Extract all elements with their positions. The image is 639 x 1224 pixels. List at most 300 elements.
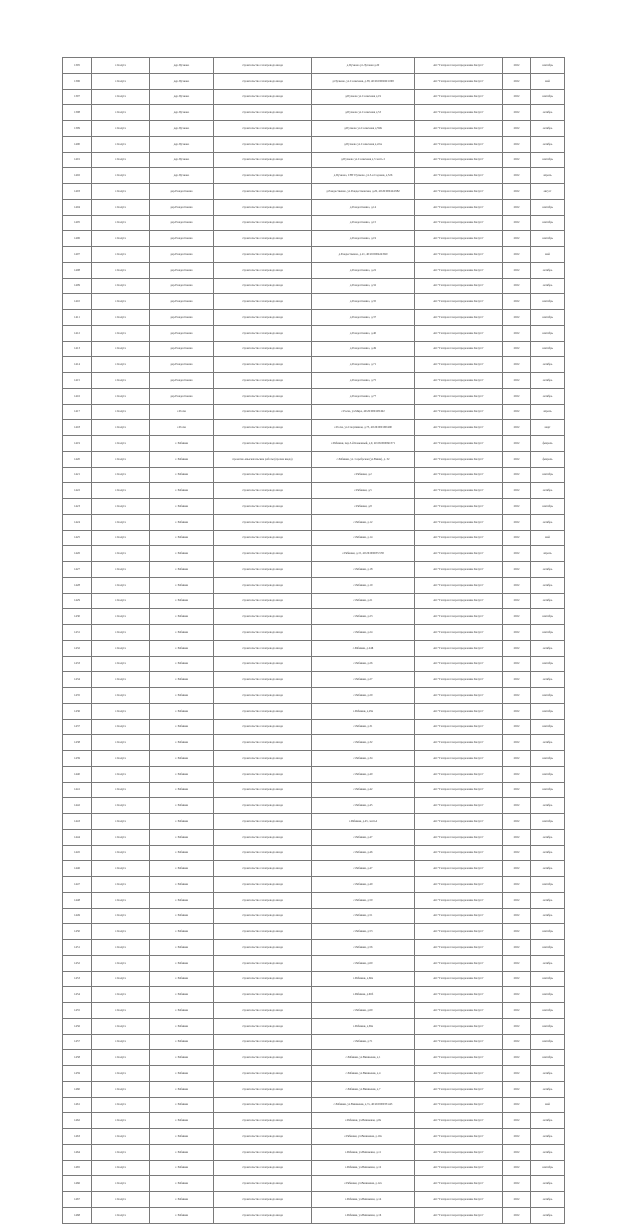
row-number-cell: 1405 bbox=[63, 215, 92, 231]
work-type-cell: строительство газопровода ввода bbox=[214, 625, 312, 641]
month-cell: октябрь bbox=[531, 483, 565, 499]
address-cell: с.Рябинки, ул. Серебрская (ул.Вишн), д. 32 bbox=[312, 451, 415, 467]
address-cell: с.Рябинки, д.29а bbox=[312, 703, 415, 719]
row-number-cell: 1445 bbox=[63, 845, 92, 861]
address-cell: д.Рождественно, д.15 bbox=[312, 215, 415, 231]
year-cell: 2022 bbox=[503, 940, 531, 956]
year-cell: 2022 bbox=[503, 278, 531, 294]
address-cell: с.Рябинки, ул.Вишневая, д.12 bbox=[312, 1160, 415, 1176]
settlement-cell: с. Рябинки bbox=[150, 467, 214, 483]
table-row bbox=[63, 420, 565, 436]
work-type-cell: строительство газопровода ввода bbox=[214, 436, 312, 452]
row-number-cell: 1414 bbox=[63, 357, 92, 373]
city-cell: г. Калуга bbox=[92, 987, 150, 1003]
table-row bbox=[63, 199, 565, 215]
row-number-cell: 1422 bbox=[63, 483, 92, 499]
year-cell: 2022 bbox=[503, 58, 531, 74]
work-type-cell: строительство газопровода ввода bbox=[214, 467, 312, 483]
contractor-cell: АО "Газпром газораспределение Калуга" bbox=[415, 451, 503, 467]
row-number-cell: 1435 bbox=[63, 688, 92, 704]
table-row bbox=[63, 1176, 565, 1192]
table-row bbox=[63, 1034, 565, 1050]
address-cell: с.Рябинки, ул.Вишневая, д.10а bbox=[312, 1129, 415, 1145]
year-cell: 2022 bbox=[503, 105, 531, 121]
city-cell: г. Калуга bbox=[92, 1081, 150, 1097]
work-type-cell: строительство газопровода ввода bbox=[214, 1129, 312, 1145]
table-row bbox=[63, 908, 565, 924]
contractor-cell: АО "Газпром газораспределение Калуга" bbox=[415, 215, 503, 231]
work-type-cell: строительство газопровода ввода bbox=[214, 357, 312, 373]
row-number-cell: 1407 bbox=[63, 247, 92, 263]
work-type-cell: строительство газопровода ввода bbox=[214, 892, 312, 908]
contractor-cell: АО "Газпром газораспределение Калуга" bbox=[415, 609, 503, 625]
row-number-cell: 1446 bbox=[63, 861, 92, 877]
table-row bbox=[63, 499, 565, 515]
city-cell: г. Калуга bbox=[92, 924, 150, 940]
settlement-cell: дер.Рождественно bbox=[150, 262, 214, 278]
contractor-cell: АО "Газпром газораспределение Калуга" bbox=[415, 688, 503, 704]
settlement-cell: дер.Рождественно bbox=[150, 199, 214, 215]
contractor-cell: АО "Газпром газораспределение Калуга" bbox=[415, 1097, 503, 1113]
city-cell: г. Калуга bbox=[92, 58, 150, 74]
settlement-cell: с. Рябинки bbox=[150, 1176, 214, 1192]
work-type-cell: строительство газопровода ввода bbox=[214, 294, 312, 310]
month-cell: сентябрь bbox=[531, 751, 565, 767]
contractor-cell: АО "Газпром газораспределение Калуга" bbox=[415, 987, 503, 1003]
month-cell: сентябрь bbox=[531, 325, 565, 341]
city-cell: г. Калуга bbox=[92, 829, 150, 845]
contractor-cell: АО "Газпром газораспределение Калуга" bbox=[415, 845, 503, 861]
month-cell: октябрь bbox=[531, 798, 565, 814]
contractor-cell: АО "Газпром газораспределение Калуга" bbox=[415, 357, 503, 373]
contractor-cell: АО "Газпром газораспределение Калуга" bbox=[415, 1129, 503, 1145]
month-cell: октябрь bbox=[531, 1207, 565, 1223]
address-cell: с.Рябинки, д.21 bbox=[312, 593, 415, 609]
settlement-cell: дер.Рождественно bbox=[150, 325, 214, 341]
row-number-cell: 1419 bbox=[63, 436, 92, 452]
row-number-cell: 1441 bbox=[63, 782, 92, 798]
year-cell: 2022 bbox=[503, 325, 531, 341]
contractor-cell: АО "Газпром газораспределение Калуга" bbox=[415, 58, 503, 74]
work-type-cell: проектно-изыскательские работы (прочие ввода) bbox=[214, 451, 312, 467]
work-type-cell: строительство газопровода ввода bbox=[214, 1207, 312, 1223]
settlement-cell: дер.Пучково bbox=[150, 136, 214, 152]
row-number-cell: 1468 bbox=[63, 1207, 92, 1223]
month-cell: февраль bbox=[531, 436, 565, 452]
address-cell: с.Рябинки, д.5 bbox=[312, 483, 415, 499]
table-row bbox=[63, 735, 565, 751]
work-type-cell: строительство газопровода ввода bbox=[214, 199, 312, 215]
contractor-cell: АО "Газпром газораспределение Калуга" bbox=[415, 499, 503, 515]
table-row bbox=[63, 861, 565, 877]
year-cell: 2022 bbox=[503, 420, 531, 436]
work-type-cell: строительство газопровода ввода bbox=[214, 1176, 312, 1192]
address-cell: с.Рябинки, ул.Вишневая, д.12а bbox=[312, 1176, 415, 1192]
settlement-cell: дер.Рождественно bbox=[150, 294, 214, 310]
city-cell: г. Калуга bbox=[92, 1192, 150, 1208]
table-row bbox=[63, 814, 565, 830]
settlement-cell: дер.Рождественно bbox=[150, 247, 214, 263]
work-type-cell: строительство газопровода ввода bbox=[214, 1144, 312, 1160]
year-cell: 2022 bbox=[503, 483, 531, 499]
city-cell: г. Калуга bbox=[92, 798, 150, 814]
settlement-cell: с. Рябинки bbox=[150, 908, 214, 924]
year-cell: 2022 bbox=[503, 1176, 531, 1192]
city-cell: г. Калуга bbox=[92, 420, 150, 436]
city-cell: г. Калуга bbox=[92, 703, 150, 719]
row-number-cell: 1412 bbox=[63, 325, 92, 341]
month-cell: октябрь bbox=[531, 1113, 565, 1129]
address-cell: с.Рябинки, д.46 bbox=[312, 845, 415, 861]
address-cell: с.Рябинки, д.47 bbox=[312, 829, 415, 845]
row-number-cell: 1448 bbox=[63, 892, 92, 908]
city-cell: г. Калуга bbox=[92, 231, 150, 247]
work-type-cell: строительство газопровода ввода bbox=[214, 215, 312, 231]
settlement-cell: с. Рябинки bbox=[150, 1066, 214, 1082]
table-row bbox=[63, 546, 565, 562]
month-cell: сентябрь bbox=[531, 294, 565, 310]
contractor-cell: АО "Газпром газораспределение Калуга" bbox=[415, 625, 503, 641]
year-cell: 2022 bbox=[503, 1034, 531, 1050]
contractor-cell: АО "Газпром газораспределение Калуга" bbox=[415, 168, 503, 184]
contractor-cell: АО "Газпром газораспределение Калуга" bbox=[415, 1144, 503, 1160]
settlement-cell: с. Рябинки bbox=[150, 640, 214, 656]
row-number-cell: 1454 bbox=[63, 987, 92, 1003]
month-cell: сентябрь bbox=[531, 1050, 565, 1066]
address-cell: с.Рябинки, д.19 bbox=[312, 577, 415, 593]
work-type-cell: строительство газопровода ввода bbox=[214, 845, 312, 861]
month-cell: сентябрь bbox=[531, 215, 565, 231]
settlement-cell: с. Рябинки bbox=[150, 1003, 214, 1019]
contractor-cell: АО "Газпром газораспределение Калуга" bbox=[415, 388, 503, 404]
year-cell: 2022 bbox=[503, 782, 531, 798]
city-cell: г. Калуга bbox=[92, 247, 150, 263]
month-cell: май bbox=[531, 247, 565, 263]
work-type-cell: строительство газопровода ввода bbox=[214, 829, 312, 845]
year-cell: 2022 bbox=[503, 672, 531, 688]
work-type-cell: строительство газопровода ввода bbox=[214, 703, 312, 719]
settlement-cell: с. Рябинки bbox=[150, 530, 214, 546]
settlement-cell: с. Рябинки bbox=[150, 451, 214, 467]
table-row bbox=[63, 483, 565, 499]
row-number-cell: 1406 bbox=[63, 231, 92, 247]
contractor-cell: АО "Газпром газораспределение Калуга" bbox=[415, 766, 503, 782]
table-row bbox=[63, 152, 565, 168]
row-number-cell: 1408 bbox=[63, 262, 92, 278]
table-row bbox=[63, 845, 565, 861]
city-cell: г. Калуга bbox=[92, 467, 150, 483]
city-cell: г. Калуга bbox=[92, 483, 150, 499]
work-type-cell: строительство газопровода ввода bbox=[214, 1097, 312, 1113]
address-cell: с.Рябинки, д.2 bbox=[312, 467, 415, 483]
row-number-cell: 1455 bbox=[63, 1003, 92, 1019]
settlement-cell: с. Рябинки bbox=[150, 877, 214, 893]
settlement-cell: с. Рябинки bbox=[150, 499, 214, 515]
settlement-cell: с. Рябинки bbox=[150, 514, 214, 530]
settlement-cell: с. Рябинки bbox=[150, 1129, 214, 1145]
row-number-cell: 1444 bbox=[63, 829, 92, 845]
row-number-cell: 1456 bbox=[63, 1018, 92, 1034]
address-cell: с.Рябинки, д.32 bbox=[312, 735, 415, 751]
month-cell: сентябрь bbox=[531, 1018, 565, 1034]
work-type-cell: строительство газопровода ввода bbox=[214, 877, 312, 893]
year-cell: 2022 bbox=[503, 987, 531, 1003]
row-number-cell: 1453 bbox=[63, 971, 92, 987]
year-cell: 2022 bbox=[503, 546, 531, 562]
month-cell: октябрь bbox=[531, 136, 565, 152]
address-cell: с.Рябинки, д.51 bbox=[312, 908, 415, 924]
row-number-cell: 1410 bbox=[63, 294, 92, 310]
settlement-cell: дер.Рождественно bbox=[150, 278, 214, 294]
settlement-cell: дер.Рождественно bbox=[150, 215, 214, 231]
settlement-cell: с. Рябинки bbox=[150, 609, 214, 625]
month-cell: сентябрь bbox=[531, 719, 565, 735]
address-cell: д.Пучково ул.Солнечная д.19 bbox=[312, 89, 415, 105]
year-cell: 2022 bbox=[503, 373, 531, 389]
address-cell: с.Рябинки, д.56 bbox=[312, 940, 415, 956]
month-cell: сентябрь bbox=[531, 609, 565, 625]
contractor-cell: АО "Газпром газораспределение Калуга" bbox=[415, 892, 503, 908]
city-cell: г. Калуга bbox=[92, 609, 150, 625]
address-cell: с.Рябинки, ул.Вишневая, д.11 bbox=[312, 1144, 415, 1160]
row-number-cell: 1421 bbox=[63, 467, 92, 483]
row-number-cell: 1418 bbox=[63, 420, 92, 436]
work-type-cell: строительство газопровода ввода bbox=[214, 656, 312, 672]
month-cell: октябрь bbox=[531, 735, 565, 751]
settlement-cell: с. Рябинки bbox=[150, 955, 214, 971]
table-row bbox=[63, 530, 565, 546]
address-cell: с.Рябинки, д.45 bbox=[312, 798, 415, 814]
year-cell: 2022 bbox=[503, 955, 531, 971]
year-cell: 2022 bbox=[503, 514, 531, 530]
month-cell: сентябрь bbox=[531, 940, 565, 956]
settlement-cell: с. Рябинки bbox=[150, 766, 214, 782]
address-cell: д.Рождественно, ул.Рождественская, д.26, 40:26:000424:982 bbox=[312, 184, 415, 200]
contractor-cell: АО "Газпром газораспределение Калуга" bbox=[415, 577, 503, 593]
table-row bbox=[63, 971, 565, 987]
month-cell: сентябрь bbox=[531, 58, 565, 74]
city-cell: г. Калуга bbox=[92, 562, 150, 578]
row-number-cell: 1436 bbox=[63, 703, 92, 719]
city-cell: г. Калуга bbox=[92, 1034, 150, 1050]
table-row bbox=[63, 1003, 565, 1019]
table-row bbox=[63, 1160, 565, 1176]
table-row bbox=[63, 625, 565, 641]
address-cell: с.Рябинки, д.14 bbox=[312, 530, 415, 546]
city-cell: г. Калуга bbox=[92, 152, 150, 168]
row-number-cell: 1415 bbox=[63, 373, 92, 389]
contractor-cell: АО "Газпром газораспределение Калуга" bbox=[415, 672, 503, 688]
table-row bbox=[63, 404, 565, 420]
table-row bbox=[63, 184, 565, 200]
month-cell: октябрь bbox=[531, 1081, 565, 1097]
table-row bbox=[63, 436, 565, 452]
city-cell: г. Калуга bbox=[92, 388, 150, 404]
contractor-cell: АО "Газпром газораспределение Калуга" bbox=[415, 136, 503, 152]
contractor-cell: АО "Газпром газораспределение Калуга" bbox=[415, 861, 503, 877]
contractor-cell: АО "Газпром газораспределение Калуга" bbox=[415, 247, 503, 263]
city-cell: г. Калуга bbox=[92, 1176, 150, 1192]
settlement-cell: дер.Пучково bbox=[150, 168, 214, 184]
year-cell: 2022 bbox=[503, 1207, 531, 1223]
settlement-cell: дер.Рождественно bbox=[150, 357, 214, 373]
year-cell: 2022 bbox=[503, 656, 531, 672]
settlement-cell: с. Рябинки bbox=[150, 924, 214, 940]
month-cell: сентябрь bbox=[531, 703, 565, 719]
row-number-cell: 1433 bbox=[63, 656, 92, 672]
city-cell: г. Калуга bbox=[92, 341, 150, 357]
work-type-cell: строительство газопровода ввода bbox=[214, 593, 312, 609]
city-cell: г. Калуга bbox=[92, 1050, 150, 1066]
address-cell: с.Рябинки, ул.Вишневая, д.4 bbox=[312, 1066, 415, 1082]
settlement-cell: с. Рябинки bbox=[150, 735, 214, 751]
address-cell: с.Рябинки, ул.Вишневая, д.7а, 40:26:000035:443 bbox=[312, 1097, 415, 1113]
settlement-cell: с. Рябинки bbox=[150, 703, 214, 719]
address-cell: д.Рождественно, д.77 bbox=[312, 388, 415, 404]
month-cell: май bbox=[531, 73, 565, 89]
year-cell: 2022 bbox=[503, 73, 531, 89]
month-cell: октябрь bbox=[531, 892, 565, 908]
table-row bbox=[63, 262, 565, 278]
row-number-cell: 1432 bbox=[63, 640, 92, 656]
address-cell: с.Рябинки, д.49 bbox=[312, 877, 415, 893]
table-row bbox=[63, 58, 565, 74]
table-row bbox=[63, 325, 565, 341]
year-cell: 2022 bbox=[503, 562, 531, 578]
work-type-cell: строительство газопровода ввода bbox=[214, 247, 312, 263]
row-number-cell: 1429 bbox=[63, 593, 92, 609]
work-type-cell: строительство газопровода ввода bbox=[214, 89, 312, 105]
settlement-cell: с. Рябинки bbox=[150, 1081, 214, 1097]
month-cell: сентябрь bbox=[531, 89, 565, 105]
row-number-cell: 1459 bbox=[63, 1066, 92, 1082]
settlement-cell: с. Рябинки bbox=[150, 1144, 214, 1160]
year-cell: 2022 bbox=[503, 168, 531, 184]
row-number-cell: 1450 bbox=[63, 924, 92, 940]
work-type-cell: строительство газопровода ввода bbox=[214, 231, 312, 247]
table-row bbox=[63, 215, 565, 231]
table-row bbox=[63, 168, 565, 184]
city-cell: г. Калуга bbox=[92, 357, 150, 373]
year-cell: 2022 bbox=[503, 877, 531, 893]
row-number-cell: 1430 bbox=[63, 609, 92, 625]
month-cell: октябрь bbox=[531, 829, 565, 845]
settlement-cell: с. Рябинки bbox=[150, 940, 214, 956]
row-number-cell: 1464 bbox=[63, 1144, 92, 1160]
address-cell: с.Росва, ул.Спортивная, д.75, 40:26:000168:490 bbox=[312, 420, 415, 436]
table-row bbox=[63, 121, 565, 137]
city-cell: г. Калуга bbox=[92, 1003, 150, 1019]
address-cell: д.Пучково ул.Солнечная д.59К bbox=[312, 121, 415, 137]
city-cell: г. Калуга bbox=[92, 751, 150, 767]
city-cell: г. Калуга bbox=[92, 262, 150, 278]
year-cell: 2022 bbox=[503, 1129, 531, 1145]
year-cell: 2022 bbox=[503, 845, 531, 861]
city-cell: г. Калуга bbox=[92, 1113, 150, 1129]
settlement-cell: дер.Пучково bbox=[150, 105, 214, 121]
year-cell: 2022 bbox=[503, 1192, 531, 1208]
settlement-cell: с. Рябинки bbox=[150, 861, 214, 877]
settlement-cell: дер.Пучково bbox=[150, 58, 214, 74]
table-row bbox=[63, 562, 565, 578]
address-cell: с.Рябинки, ул.Вишневая, д.1 bbox=[312, 1050, 415, 1066]
month-cell: сентябрь bbox=[531, 231, 565, 247]
row-number-cell: 1423 bbox=[63, 499, 92, 515]
year-cell: 2022 bbox=[503, 262, 531, 278]
settlement-cell: с. Рябинки bbox=[150, 1192, 214, 1208]
settlement-cell: с. Рябинки bbox=[150, 987, 214, 1003]
contractor-cell: АО "Газпром газораспределение Калуга" bbox=[415, 404, 503, 420]
month-cell: сентябрь bbox=[531, 310, 565, 326]
year-cell: 2022 bbox=[503, 341, 531, 357]
month-cell: сентябрь bbox=[531, 971, 565, 987]
row-number-cell: 1411 bbox=[63, 310, 92, 326]
city-cell: г. Калуга bbox=[92, 1097, 150, 1113]
work-type-cell: строительство газопровода ввода bbox=[214, 1018, 312, 1034]
settlement-cell: дер.Пучково bbox=[150, 89, 214, 105]
table-row bbox=[63, 1144, 565, 1160]
city-cell: г. Калуга bbox=[92, 1129, 150, 1145]
table-row bbox=[63, 924, 565, 940]
row-number-cell: 1451 bbox=[63, 940, 92, 956]
year-cell: 2022 bbox=[503, 971, 531, 987]
work-type-cell: строительство газопровода ввода bbox=[214, 688, 312, 704]
month-cell: октябрь bbox=[531, 105, 565, 121]
city-cell: г. Калуга bbox=[92, 735, 150, 751]
table-row bbox=[63, 105, 565, 121]
work-type-cell: строительство газопровода ввода bbox=[214, 672, 312, 688]
month-cell: апрель bbox=[531, 546, 565, 562]
month-cell: октябрь bbox=[531, 373, 565, 389]
work-type-cell: строительство газопровода ввода bbox=[214, 955, 312, 971]
year-cell: 2022 bbox=[503, 766, 531, 782]
city-cell: г. Калуга bbox=[92, 373, 150, 389]
work-type-cell: строительство газопровода ввода bbox=[214, 861, 312, 877]
address-cell: с.Рябинки, ул.Вишневая, д.14 bbox=[312, 1192, 415, 1208]
city-cell: г. Калуга bbox=[92, 971, 150, 987]
table-row bbox=[63, 451, 565, 467]
contractor-cell: АО "Газпром газораспределение Калуга" bbox=[415, 73, 503, 89]
contractor-cell: АО "Газпром газораспределение Калуга" bbox=[415, 703, 503, 719]
table-row bbox=[63, 703, 565, 719]
month-cell: октябрь bbox=[531, 908, 565, 924]
work-type-cell: строительство газопровода ввода bbox=[214, 514, 312, 530]
contractor-cell: АО "Газпром газораспределение Калуга" bbox=[415, 1050, 503, 1066]
address-cell: с.Рябинки, ул.Вишневая, д.16 bbox=[312, 1207, 415, 1223]
table-row bbox=[63, 577, 565, 593]
table-row bbox=[63, 955, 565, 971]
table-row bbox=[63, 892, 565, 908]
contractor-cell: АО "Газпром газораспределение Калуга" bbox=[415, 593, 503, 609]
settlement-cell: дер.Рождественно bbox=[150, 310, 214, 326]
work-type-cell: строительство газопровода ввода bbox=[214, 325, 312, 341]
year-cell: 2022 bbox=[503, 199, 531, 215]
month-cell: октябрь bbox=[531, 1176, 565, 1192]
city-cell: г. Калуга bbox=[92, 451, 150, 467]
year-cell: 2022 bbox=[503, 814, 531, 830]
row-number-cell: 1396 bbox=[63, 73, 92, 89]
city-cell: г. Калуга bbox=[92, 278, 150, 294]
year-cell: 2022 bbox=[503, 294, 531, 310]
month-cell: сентябрь bbox=[531, 199, 565, 215]
table-row bbox=[63, 829, 565, 845]
city-cell: г. Калуга bbox=[92, 766, 150, 782]
address-cell: с.Рябинки, д.42 bbox=[312, 782, 415, 798]
address-cell: с.Рябинки, д.40 bbox=[312, 766, 415, 782]
table-row bbox=[63, 719, 565, 735]
row-number-cell: 1452 bbox=[63, 955, 92, 971]
row-number-cell: 1449 bbox=[63, 908, 92, 924]
